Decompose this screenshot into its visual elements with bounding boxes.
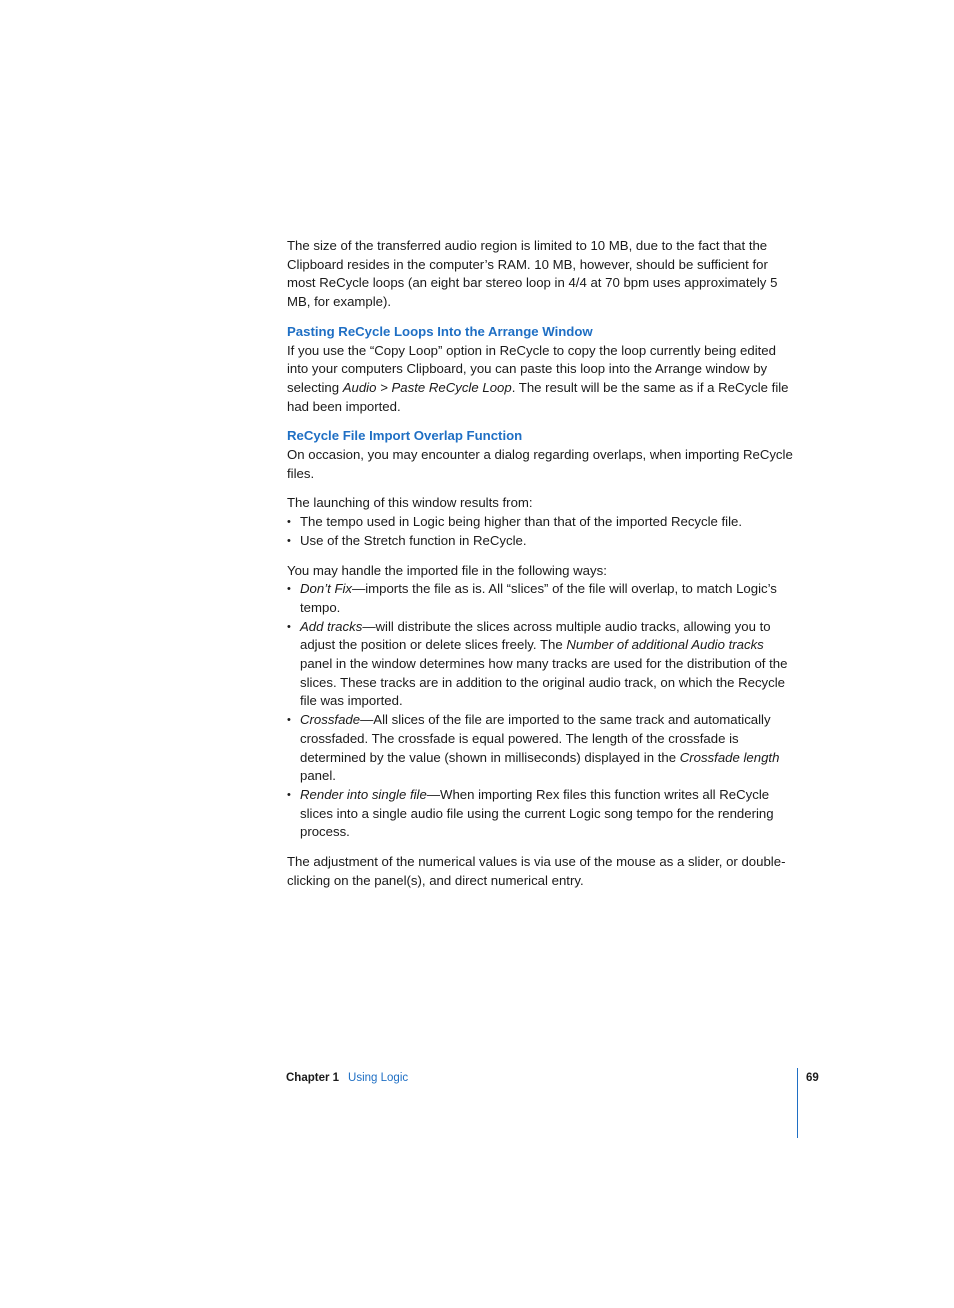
chapter-title: Using Logic	[348, 1072, 409, 1084]
option-term: Don’t Fix	[300, 581, 353, 597]
section-heading-pasting-recycle-loops: Pasting ReCycle Loops Into the Arrange Window	[287, 323, 593, 339]
option-desc-b: panel.	[300, 768, 336, 784]
page-footer	[286, 1070, 408, 1086]
footer-divider	[797, 1068, 798, 1138]
option-desc: —imports the file as is. All “slices” of the file will overlap, to match Logic’s tempo.	[300, 581, 777, 615]
pasting-paragraph	[287, 342, 799, 417]
section-heading-overlap-function: ReCycle File Import Overlap Function	[287, 428, 523, 444]
option-desc-b: panel in the window determines how many tracks are used for the distribution of the slices. These tracks are in addition to the original audio track, on which the Recycle file was imported.	[300, 656, 788, 709]
pasting-text-a: If you use the “Copy Loop” option in ReCycle to copy the loop currently being edited into your computers Clipboard, you can paste this loop into the Arrange window by selecting	[287, 342, 776, 395]
causes-list	[287, 513, 799, 550]
option-term: Crossfade	[300, 712, 361, 728]
overlap-paragraph-4: The adjustment of the numerical values is via use of the mouse as a slider, or double-clicking on the panel(s), and direct numerical entry.	[287, 854, 786, 888]
page-number: 69	[806, 1072, 819, 1084]
option-term-2: Crossfade length	[679, 749, 780, 765]
options-list	[287, 580, 799, 842]
list-item-dont-fix	[287, 580, 799, 617]
list-item: • Use of the Stretch function in ReCycle.	[287, 532, 799, 551]
chapter-label: Chapter 1	[286, 1072, 340, 1084]
option-desc-a: —will distribute the slices across multiple audio tracks, allowing you to adjust the position or delete slices freely. The	[300, 618, 771, 653]
list-item-render-single-file	[287, 786, 799, 842]
overlap-paragraph-2: The launching of this window results from:	[287, 495, 533, 511]
pasting-text-b: . The result will be the same as if a ReCycle file had been imported.	[287, 379, 789, 414]
overlap-paragraph-3: You may handle the imported file in the following ways:	[287, 562, 607, 578]
option-desc-a: —All slices of the file are imported to the same track and automatically crossfaded. The crossfade is equal powered. The length of the crossfade is determined by the value (shown in milliseconds) displayed in the	[300, 712, 771, 765]
list-item: • The tempo used in Logic being higher than that of the imported Recycle file.	[287, 513, 799, 532]
intro-paragraph: The size of the transferred audio region is limited to 10 MB, due to the fact that the Clipboard resides in the computer’s RAM. 10 MB, however, should be sufficient for most ReCycle loops (an eight bar stereo loop in 4/4 at 70 bpm uses approximately 5 MB, for example).	[287, 238, 778, 310]
overlap-paragraph-1: On occasion, you may encounter a dialog regarding overlaps, when importing ReCycle files.	[287, 447, 793, 481]
option-term-2: Number of additional Audio tracks	[566, 637, 764, 653]
list-item-add-tracks	[287, 618, 799, 712]
menu-path: Audio > Paste ReCycle Loop	[342, 379, 512, 395]
option-desc: —When importing Rex files this function writes all ReCycle slices into a single audio file using the current Logic song tempo for the rendering process.	[300, 786, 774, 840]
list-item-crossfade	[287, 711, 799, 786]
option-term: Render into single file	[300, 786, 427, 802]
page-body	[287, 237, 799, 891]
option-term: Add tracks	[300, 618, 363, 634]
